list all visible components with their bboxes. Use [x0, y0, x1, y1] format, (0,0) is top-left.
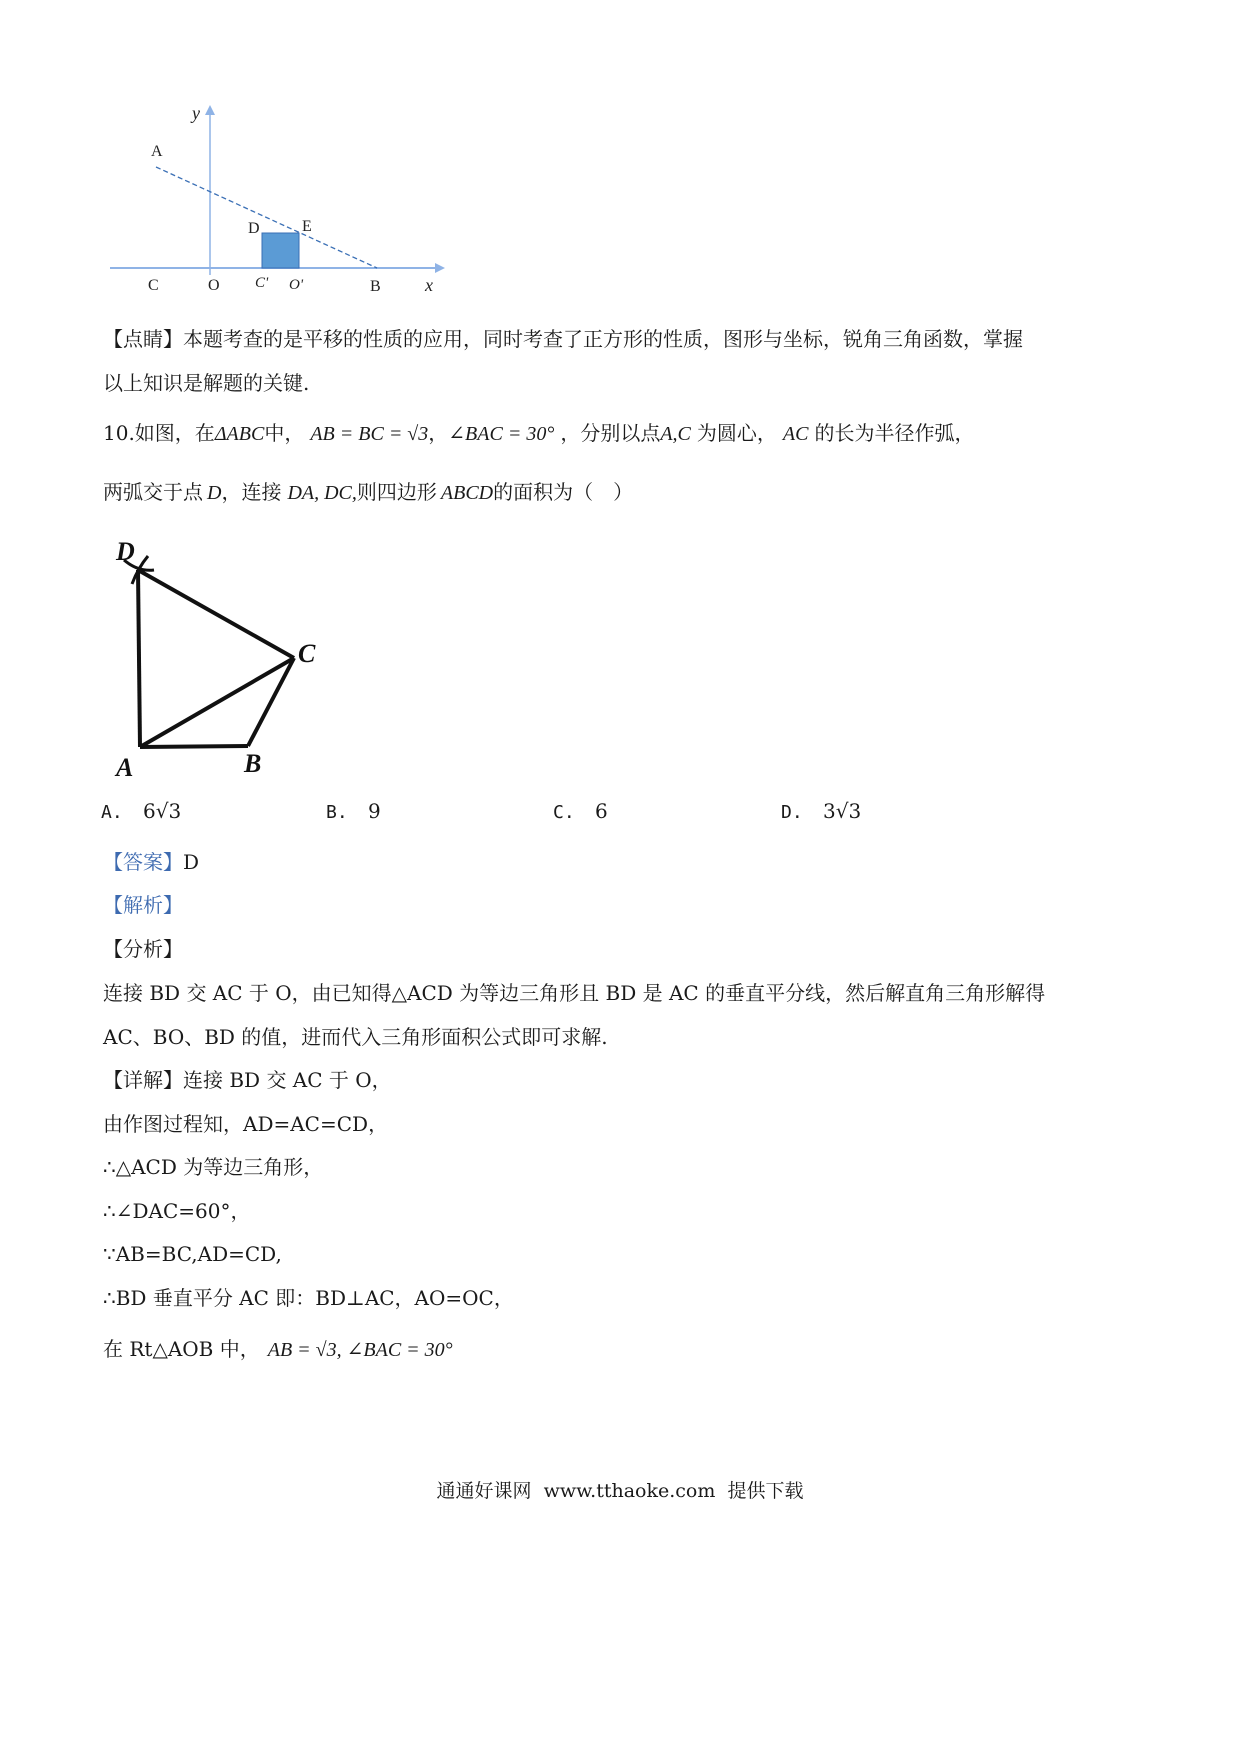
xiangjie-tag: 【详解】 [103, 1068, 183, 1092]
label-c-prime: C' [255, 275, 269, 291]
label-o-prime: O' [289, 277, 304, 293]
question-10-line2 [103, 478, 633, 507]
q10-eq2: ∠BAC = 30° [448, 423, 555, 445]
fenxi-text2: AC、BO、BD 的值，进而代入三角形面积公式即可求解. [103, 1025, 608, 1049]
xiangjie-line6 [103, 1284, 514, 1312]
fenxi-text1: 连接 BD 交 AC 于 O，由已知得△ACD 为等边三角形且 BD 是 AC 的垂直平分线，然后解直角三角形解得 [103, 981, 1046, 1005]
xiangjie-text7a: 在 Rt△AOB 中， [103, 1337, 260, 1361]
q10-l2d: 的面积为（ ） [493, 480, 634, 504]
label-b: B [244, 749, 262, 778]
q10-d: D [207, 482, 222, 504]
option-a-label: A. [101, 802, 123, 823]
xiangjie-text2: 由作图过程知，AD=AC=CD， [103, 1112, 389, 1136]
label-c: C [298, 639, 316, 668]
quadrilateral-figure [110, 532, 350, 792]
q10-l2c: 则四边形 [356, 480, 437, 504]
option-d[interactable] [781, 797, 861, 827]
label-d: D [248, 220, 260, 237]
dianjing-text2: 以上知识是解题的关键. [103, 371, 310, 395]
side-da [138, 570, 140, 747]
fenxi-tag: 【分析】 [103, 937, 183, 961]
q10-pts: A,C [660, 423, 691, 445]
fenxi-line1 [103, 979, 1045, 1007]
label-b: B [370, 278, 381, 295]
page-footer: 通通好课网 www.tthaoke.com 提供下载 [436, 1480, 804, 1502]
q10-tri: ΔABC [214, 423, 265, 445]
option-b[interactable] [326, 797, 381, 827]
jiexi-line [103, 891, 183, 919]
square-dec-o [262, 233, 299, 268]
label-y: y [192, 103, 200, 123]
label-a: A [151, 143, 163, 160]
label-a: A [116, 753, 134, 782]
option-b-value: 9 [368, 799, 381, 823]
dianjing-text1: 本题考查的是平移的性质的应用，同时考查了正方形的性质，图形与坐标，锐角三角函数，掌握 [183, 327, 1023, 351]
option-c[interactable] [553, 797, 608, 827]
label-d: D [116, 537, 135, 566]
answer-value: D [183, 850, 200, 874]
q10-t4: 的长为半径作弧， [814, 421, 975, 445]
option-c-value: 6 [595, 799, 608, 823]
question-10-line1 [103, 419, 974, 448]
fenxi-tag-line [103, 935, 183, 963]
q10-t1: 中， [264, 421, 305, 445]
label-c: C [148, 277, 159, 294]
xiangjie-text5: ∵AB=BC,AD=CD, [103, 1242, 282, 1266]
xiangjie-text1: 连接 BD 交 AC 于 O， [183, 1068, 392, 1092]
xiangjie-line7 [103, 1335, 453, 1364]
label-e: E [302, 218, 312, 235]
xiangjie-text7b: AB = √3, ∠BAC = 30° [267, 1339, 453, 1361]
dianjing-line1 [103, 325, 1023, 353]
option-c-label: C. [553, 802, 575, 823]
xiangjie-line3 [103, 1153, 323, 1181]
xiangjie-line5 [103, 1240, 282, 1268]
q10-l2b: ，连接 [221, 480, 282, 504]
option-d-value: 3√3 [823, 799, 862, 823]
x-axis-arrow [435, 263, 445, 273]
dianjing-tag: 【点睛】 [103, 327, 183, 351]
option-d-label: D. [781, 802, 803, 823]
xiangjie-text6: ∴BD 垂直平分 AC 即：BD⊥AC，AO=OC， [103, 1286, 514, 1310]
xiangjie-text3: ∴△ACD 为等边三角形， [103, 1155, 324, 1179]
q10-t2: ，分别以点 [560, 421, 661, 445]
y-axis-arrow [205, 105, 215, 115]
q10-abcd: ABCD [440, 482, 494, 504]
option-a[interactable] [101, 797, 181, 827]
side-ab [140, 746, 248, 747]
q10-ac: AC [782, 423, 809, 445]
dianjing-line2 [103, 369, 309, 397]
q10-dadc: DA, DC, [287, 482, 357, 504]
coordinate-figure [110, 95, 460, 310]
label-x: x [425, 275, 433, 295]
xiangjie-text4: ∴∠DAC=60°， [103, 1199, 251, 1223]
xiangjie-line4 [103, 1197, 250, 1225]
option-a-value: 6√3 [143, 799, 182, 823]
q10-sep: ， [428, 421, 449, 445]
label-o: O [208, 277, 220, 294]
q10-num: 10.如图，在 [103, 421, 215, 445]
q10-eq1: AB = BC = √3 [310, 423, 429, 445]
side-dc [138, 570, 294, 658]
answer-line [103, 848, 199, 876]
answer-tag: 【答案】 [103, 850, 183, 874]
xiangjie-line1 [103, 1066, 392, 1094]
q10-t3: 为圆心， [696, 421, 777, 445]
q10-l2a: 两弧交于点 [103, 480, 203, 504]
jiexi-tag: 【解析】 [103, 893, 183, 917]
xiangjie-line2 [103, 1110, 388, 1138]
fenxi-line2 [103, 1023, 608, 1051]
option-b-label: B. [326, 802, 348, 823]
